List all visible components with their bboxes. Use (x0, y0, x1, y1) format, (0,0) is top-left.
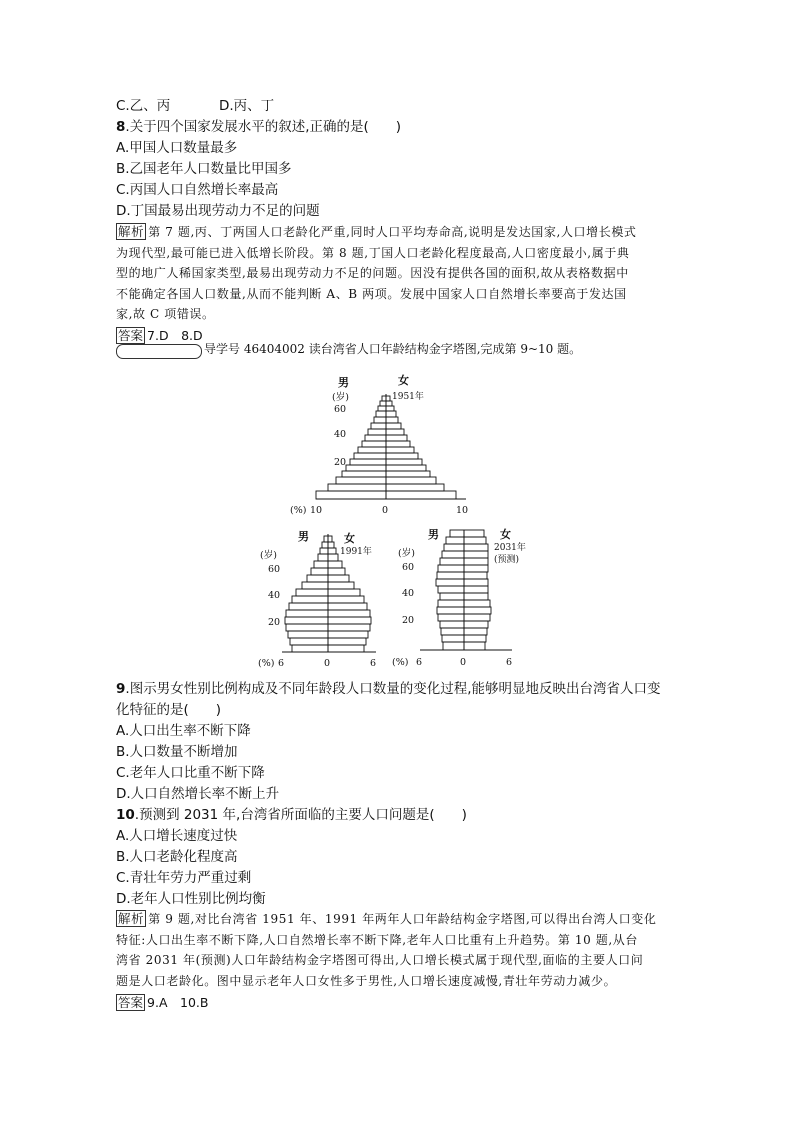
pct-unit: (%) (392, 657, 409, 668)
option-a: A.人口增长速度过快 (116, 828, 238, 844)
explanation-block (116, 222, 682, 325)
x-tick: 6 (278, 658, 285, 669)
explanation-tag: 解析 (118, 911, 145, 926)
male-label: 男 (428, 528, 439, 541)
explanation-block (116, 909, 682, 991)
option-d: D.老年人口性别比例均衡 (116, 891, 266, 907)
explanation-line: 解析 第 9 题,对比台湾省 1951 年、1991 年两年人口年龄结构金字塔图,可以得出台湾人口变化 (118, 911, 657, 926)
question-number: 8 (116, 119, 126, 135)
answer-value: 9.A 10.B (147, 995, 209, 1010)
option-b: B.人口老龄化程度高 (116, 849, 238, 865)
question-8 (116, 117, 401, 137)
answer-line (116, 993, 208, 1014)
option-b: B.乙国老年人口数量比甲国多 (116, 161, 292, 177)
q7-option-c: C.乙、丙 (116, 98, 171, 114)
year-label: 2031年 (494, 543, 526, 553)
explanation-line: 题是人口老龄化。图中显示老年人口女性多于男性,人口增长速度减慢,青壮年劳动力减少。 (116, 973, 617, 988)
female-label: 女 (500, 528, 511, 541)
year-note: (预测) (494, 555, 520, 565)
x-tick: 0 (382, 505, 389, 516)
age-tick: 60 (334, 404, 347, 415)
guide-text: 导学号 46404002 读台湾省人口年龄结构金字塔图,完成第 9~10 题。 (204, 342, 582, 356)
question-number: 10 (116, 807, 135, 823)
age-tick: 40 (268, 590, 281, 601)
explanation-tag: 解析 (118, 224, 145, 239)
age-unit: (岁) (398, 548, 415, 559)
age-unit: (岁) (332, 392, 349, 403)
question-stem-cont: 化特征的是( ) (116, 702, 222, 718)
female-label: 女 (398, 374, 409, 387)
question-10 (116, 805, 467, 825)
pyramid-1951 (270, 372, 520, 518)
year-label: 1951年 (392, 392, 424, 402)
question-9 (116, 679, 661, 699)
age-tick: 40 (402, 588, 415, 599)
pct-unit: (%) (258, 658, 275, 669)
age-tick: 40 (334, 429, 347, 440)
age-tick: 20 (268, 617, 281, 628)
option-a: A.人口出生率不断下降 (116, 723, 251, 739)
explanation-line: 家,故 C 项错误。 (116, 307, 215, 321)
option-c: C.老年人口比重不断下降 (116, 765, 265, 781)
x-tick: 0 (460, 657, 467, 668)
x-tick: 0 (324, 658, 331, 669)
age-tick: 60 (402, 562, 415, 573)
explanation-line: 特征:人口出生率不断下降,人口自然增长率不断下降,老年人口比重有上升趋势。第 10 题,从台 (116, 932, 638, 947)
option-a: A.甲国人口数量最多 (116, 140, 238, 156)
answer-tag: 答案 (118, 995, 144, 1010)
male-label: 男 (298, 530, 309, 543)
explanation-line: 解析 第 7 题,丙、丁两国人口老龄化严重,同时人口平均寿命高,说明是发达国家,人口增长模式 (118, 224, 637, 239)
option-b: B.人口数量不断增加 (116, 744, 238, 760)
age-tick: 20 (402, 615, 415, 626)
explanation-line: 不能确定各国人口数量,从而不能判断 A、B 两项。发展中国家人口自然增长率要高于发达国 (116, 286, 627, 301)
question-stem: .预测到 2031 年,台湾省所面临的主要人口问题是( ) (134, 807, 467, 823)
option-d: D.丁国最易出现劳动力不足的问题 (116, 203, 320, 219)
question-number: 9 (116, 681, 126, 697)
explanation-line: 型的地广人稀国家类型,最易出现劳动力不足的问题。因没有提供各国的面积,故从表格数据中 (116, 266, 629, 280)
answer-tag: 答案 (118, 328, 144, 343)
q7-option-d: D.丙、丁 (219, 98, 275, 114)
year-label: 1991年 (340, 547, 372, 557)
explanation-line: 为现代型,最可能已进入低增长阶段。第 8 题,丁国人口老龄化程度最高,人口密度最小,属于典 (116, 245, 630, 260)
age-unit: (岁) (260, 550, 277, 561)
x-tick: 6 (506, 657, 513, 668)
guide-number-box (116, 344, 202, 359)
option-d: D.人口自然增长率不断上升 (116, 786, 280, 802)
age-tick: 60 (268, 564, 281, 575)
option-c: C.丙国人口自然增长率最高 (116, 182, 279, 198)
answer-value: 7.D 8.D (147, 328, 203, 343)
female-label: 女 (344, 532, 355, 545)
option-c: C.青壮年劳力严重过剩 (116, 870, 252, 886)
question-stem: .图示男女性别比例构成及不同年龄段人口数量的变化过程,能够明显地反映出台湾省人口变 (125, 681, 661, 697)
x-tick: 6 (370, 658, 377, 669)
explanation-line: 湾省 2031 年(预测)人口年龄结构金字塔图可得出,人口增长模式属于现代型,面临的主要人口问 (116, 953, 644, 967)
pyramid-1991 (256, 526, 409, 670)
pct-unit: (%) (290, 505, 307, 516)
x-tick: 10 (456, 505, 469, 516)
male-label: 男 (338, 376, 349, 389)
x-tick: 10 (310, 505, 323, 516)
question-stem: .关于四个国家发展水平的叙述,正确的是( ) (125, 119, 402, 135)
x-tick: 6 (416, 657, 423, 668)
pyramid-2031 (394, 522, 526, 670)
age-tick: 20 (334, 457, 347, 468)
